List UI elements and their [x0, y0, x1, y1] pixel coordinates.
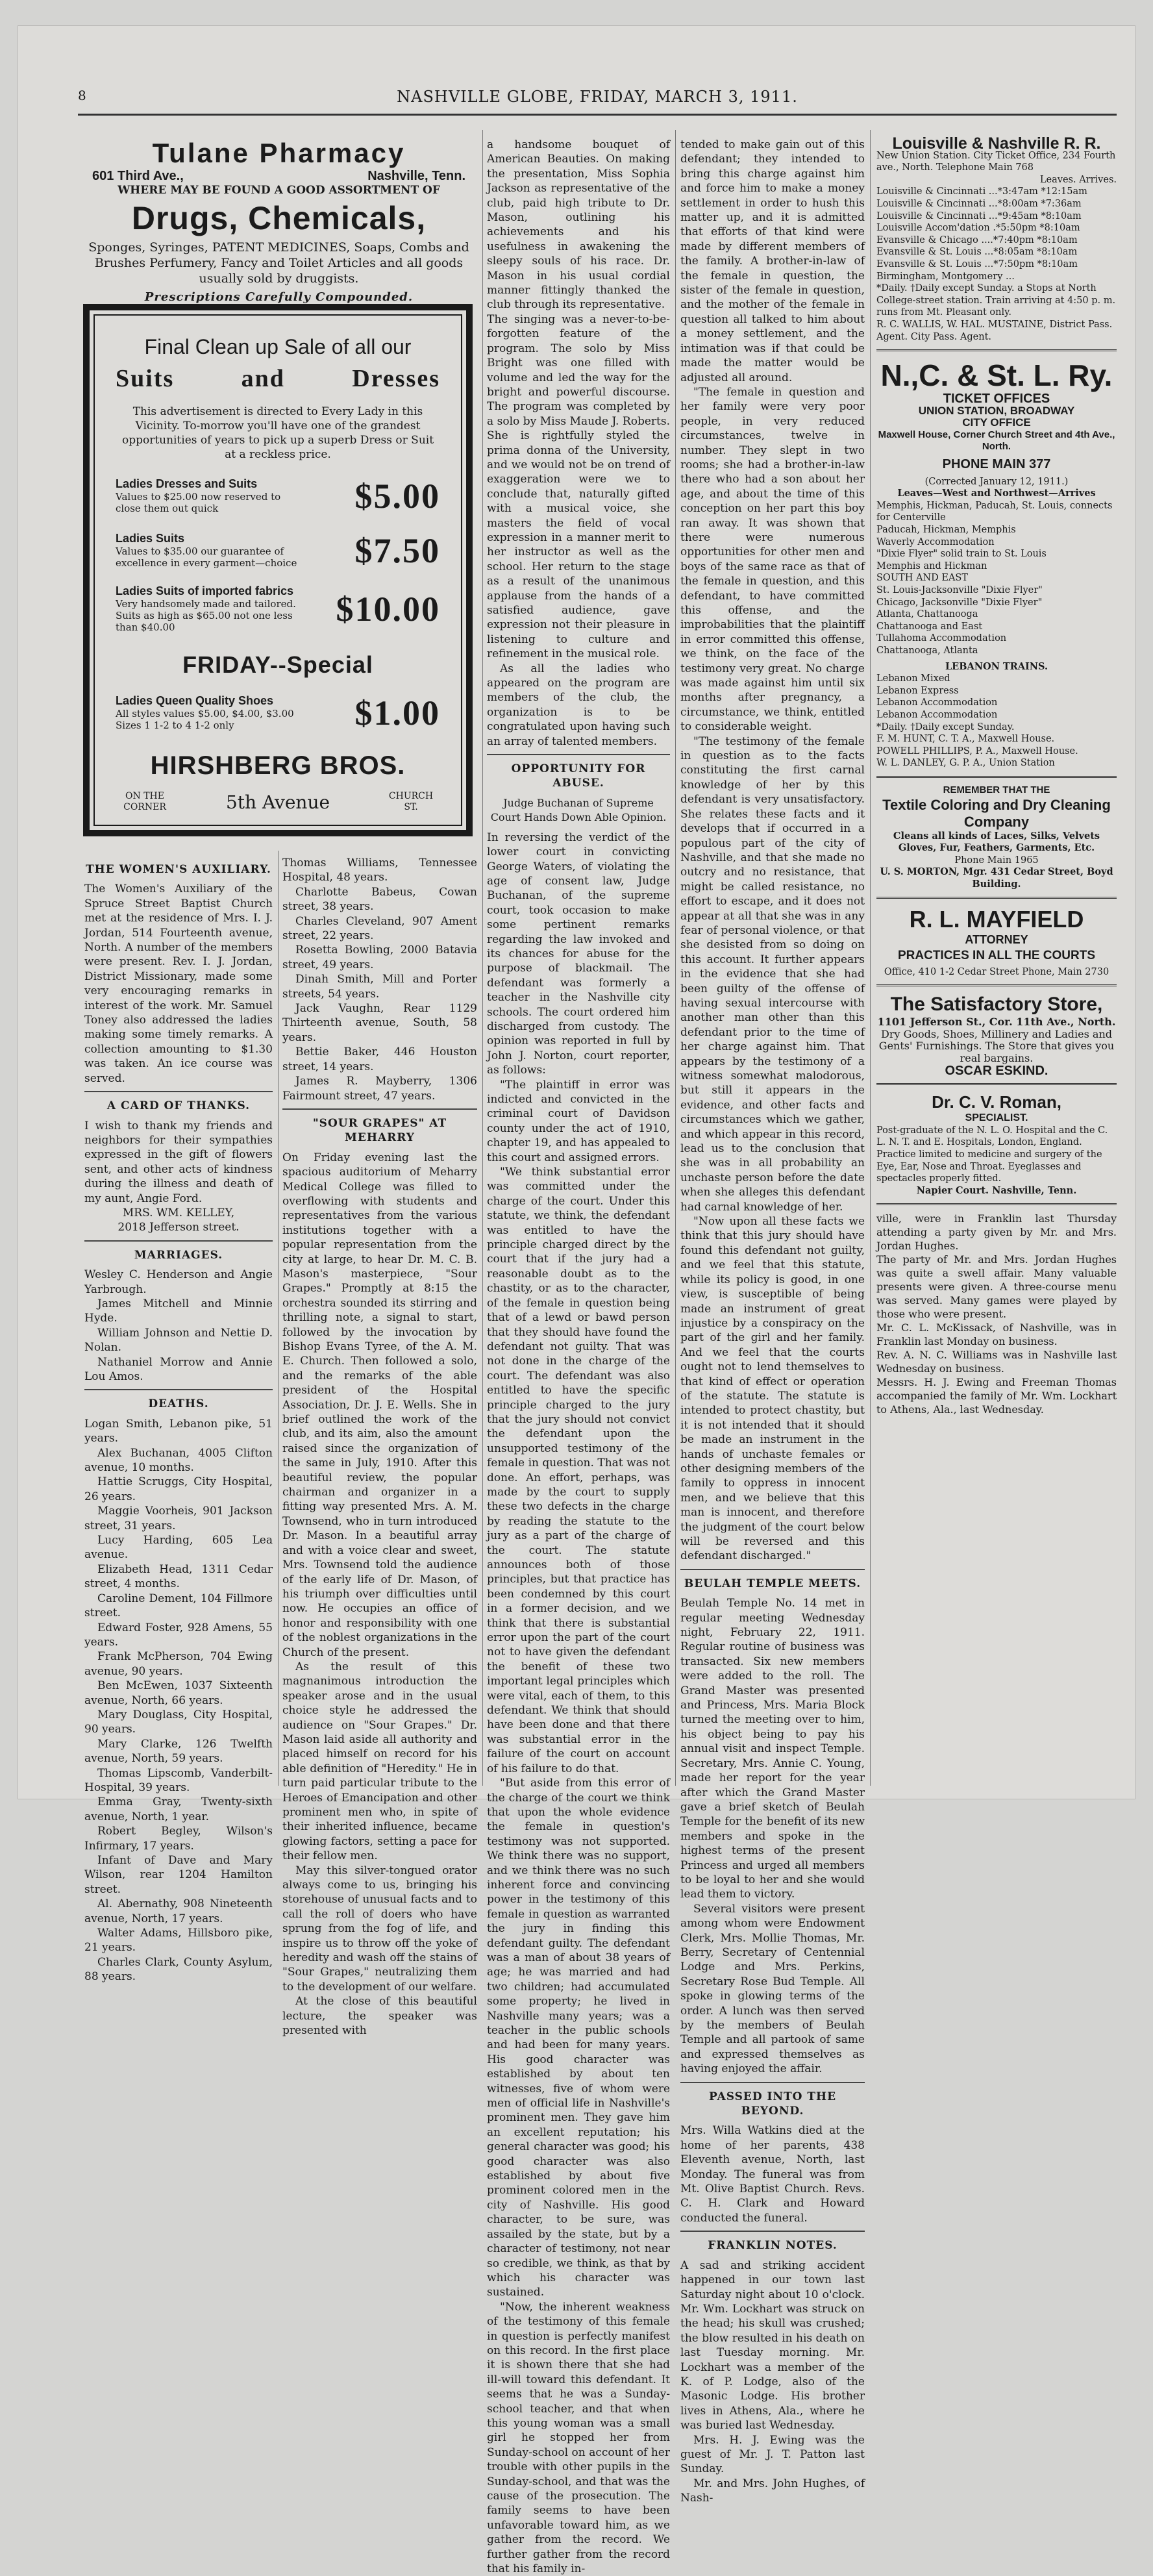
textile-remember: REMEMBER THAT THE: [943, 784, 1050, 795]
list-item: Thomas Williams, Tennessee Hospital, 48 years.: [282, 857, 477, 884]
timetable-row: Chicago, Jacksonville "Dixie Flyer": [876, 597, 1043, 608]
sale-price: $5.00: [354, 477, 440, 516]
list-item: James Mitchell and Minnie Hyde.: [84, 1297, 273, 1325]
nc-sig: W. L. DANLEY, G. P. A., Union Station: [876, 758, 1055, 769]
paragraph: "Now, the inherent weakness of the testimony of this female in question is perfectly manifest on this record. In the first place it is shown there that she had ill-will toward this defendant. It seems that he was a Sunday-school teacher, and that when this young woman was a small girl he stopped her from Sunday-school on account of her trouble with other pupils in the Sunday-school, and that was the cause of the prosecution. The family seems to have been unfavorable toward him, as we gather from the record. We further gather from the record that his family in-: [487, 2300, 670, 2576]
deaths-heading: DEATHS.: [148, 1397, 209, 1411]
paragraph: The singing was a never-to-be-forgotten feature of the program. The solo by Miss Bright was one filled with volume and led the way for the bright and powerful discourse. The program was completed by a solo by Miss Maude J. Roberts. She is rightfully styled the prima donna of the University, and we would not be on trend of exaggeration were we to conclude that, naturally gifted with a musical voice, she masters the field of vocal expression in a manner merit to her instructor as well as the school. Her return to the stage as a result of the unanimous applause from the hands of a satisfied audience, gave expression not their pleasure in listening to culture and refinement in the musical role.: [487, 312, 670, 661]
timetable-row: Chattanooga, Atlanta: [876, 645, 978, 656]
list-item: Hattie Scruggs, City Hospital, 26 years.: [84, 1475, 273, 1503]
list-item: Mary Clarke, 126 Twelfth avenue, North, 59 years.: [84, 1737, 273, 1766]
timetable-row: Evansville & St. Louis ...*8:05am *8:10am: [876, 247, 1078, 258]
paragraph: tended to make gain out of this defendant; they intended to bring this charge against him and force him to make a money settlement in order to hush this matter up, and it is admitted that efforts of that kind were made by different members of the family. A brother-in-law of the female in question, the sister of the female in question, and the mother of the female in question all talked to him about a money settlement, and the intimation was if that could be made the matter would be adjusted all around.: [680, 138, 865, 384]
hirshberg-bros-ad: [83, 304, 473, 836]
timetable-row: Paducah, Hickman, Memphis: [876, 525, 1016, 536]
satisfactory-name: The Satisfactory Store,: [890, 994, 1103, 1016]
list-item: Charlotte Babeus, Cowan street, 38 years.: [282, 885, 477, 914]
timetable-row: Chattanooga and East: [876, 621, 983, 632]
satisfactory-body: Dry Goods, Shoes, Millinery and Ladies and Gents' Furnishings. The Store that gives you real bargains.: [878, 1027, 1115, 1065]
tulane-address: 601 Third Ave.,: [92, 169, 184, 183]
tulane-goods: Sponges, Syringes, PATENT MEDICINES, Soaps, Combs and Brushes Perfumery, Fancy and Toilet Articles and all goods usually sold by druggists.: [88, 240, 469, 286]
nc-maxwell: Maxwell House, Corner Church Street and 4th Ave., North.: [878, 429, 1115, 453]
deaths-list: [84, 1417, 273, 1984]
paragraph: Rev. A. N. C. Williams was in Nashville last Wednesday on business.: [876, 1349, 1117, 1375]
timetable-row: Lebanon Express: [876, 685, 959, 696]
paragraph: Mr. C. L. McKissack, of Nashville, was in Franklin last Monday on business.: [876, 1321, 1117, 1348]
nc-direction: Leaves—West and Northwest—Arrives: [897, 488, 1096, 499]
list-item: William Johnson and Nettie D. Nolan.: [84, 1326, 273, 1355]
ln-signature: R. C. WALLIS, W. HAL. MUSTAINE, District Pass. Agent. City Pass. Agent.: [876, 319, 1113, 342]
paragraph: "Now upon all these facts we think that this jury should have found this defendant not guilty, and we feel that this statute, while its policy is good, in one view, is susceptible of being made an instrument of great injustice by a conspiracy on the part of the girl and her family. And we feel that the courts ought not to lend themselves to that kind of effect or operation of the statute. The statute is intended to protect chastity, but it is not intended that it should be made an instrument in the hands of unchaste females or other designing members of the family to oppress in innocent men, and we believe that this man is innocent, and therefore the judgment of the court below will be reversed and this defendant discharged.": [680, 1215, 865, 1563]
mayfield-office: Office, 410 1-2 Cedar Street Phone, Main 2730: [884, 966, 1110, 977]
thanks-heading: A CARD OF THANKS.: [106, 1099, 251, 1113]
satisfactory-address: 1101 Jefferson St., Cor. 11th Ave., North.: [877, 1016, 1116, 1029]
timetable-row: Birmingham, Montgomery ...: [876, 271, 1015, 282]
paragraph: A sad and striking accident happened in our town last Saturday night about 10 o'clock. Mr. Wm. Lockhart was struck on the head; his skull was crushed; the blow resulted in his death on last Tuesday morning. Mr. Lockhart was a member of the K. of P. Lodge, also of the Masonic Lodge. His brother lives in Athens, Ala., where he was buried last Wednesday.: [680, 2258, 865, 2432]
tulane-city: Nashville, Tenn.: [367, 169, 465, 183]
paragraph: As all the ladies who appeared on the program are members of the club, the organization is to be congratulated upon having such an array of talented members.: [487, 662, 670, 748]
mayfield-title: ATTORNEY: [965, 933, 1028, 947]
page-number: 8: [78, 88, 87, 103]
abuse-cont: [680, 138, 865, 1564]
special-price: $1.00: [354, 694, 440, 732]
satisfactory-signature: OSCAR ESKIND.: [945, 1063, 1048, 1078]
column-2: [282, 856, 477, 2038]
list-item: Al. Abernathy, 908 Nineteenth avenue, North, 17 years.: [84, 1897, 273, 1925]
paragraph: "The female in question and her family were very poor people, in very reduced circumstances, twelve in number. They slept in two rooms; she had a brother-in-law there who had a son about her age, and about the time of this conception on her part this boy ran away. It was shown that there were numerous opportunities for other men and boys of the same race as that of the female in question, and this defendant, to have committed this offense, and the improbabilities that the plaintiff in error committed this offense, we think, on the face of the testimony very great. No charge was made against him until six months after pregnancy, a circumstance, we think, entitled to considerable weight.: [680, 385, 865, 734]
ln-columns: Leaves. Arrives.: [1039, 174, 1117, 185]
tulane-name: Tulane Pharmacy: [152, 138, 406, 168]
ln-title: Louisville & Nashville R. R.: [892, 134, 1101, 153]
timetable-row: SOUTH AND EAST: [876, 573, 969, 584]
friday-special: FRIDAY--Special: [182, 651, 373, 678]
nc-corrected: (Corrected January 12, 1911.): [924, 476, 1069, 487]
paragraph: "The plaintiff in error was indicted and convicted in the criminal court of Davidson county under the act of 1910, chapter 19, and has appealed to this court and assigned errors.: [487, 1078, 670, 1164]
list-item: Charles Clark, County Asylum, 88 years.: [84, 1955, 273, 1984]
franklin-cont: [876, 1212, 1117, 1416]
timetable-row: Evansville & St. Louis ...*7:50pm *8:10am: [876, 258, 1078, 269]
sale-headline: Final Clean up Sale of all our: [144, 335, 412, 358]
paragraph: Beulah Temple No. 14 met in regular meeting Wednesday night, February 22, 1911. Regular routine of business was transacted. Six new members were added to the roll. The Grand Master was presented and Princess, Mrs. Maria Block turned the meeting over to him, his object being to pay his annual visit and inspect Temple. Secretary, Mrs. Annie C. Young, made her report for the year after which the Grand Master gave a brief sketch of Beulah Temple for the benefit of its new members and spoke in the highest terms of the present Princess and urged all members to be loyal to her and she would lead them to victory.: [680, 1597, 865, 1901]
paragraph: Mrs. H. J. Ewing was the guest of Mr. J. T. Patton last Sunday.: [680, 2433, 865, 2476]
paragraph: The party of Mr. and Mrs. Jordan Hughes was quite a swell affair. Many valuable presents were given. A three-course menu was served. Many games were played by those who were present.: [876, 1253, 1117, 1321]
list-item: Jack Vaughn, Rear 1129 Thirteenth avenue, South, 58 years.: [282, 1002, 477, 1044]
paragraph: "But aside from this error of the charge of the court we think that upon the whole evidence the female in question's testimony was not supported. We think there was no support, and we think there was no such inherent force and convincing power in the testimony of this female in question as warranted the jury in finding this defendant guilty. The defendant was a man of about 38 years of age; he was married and had two children; had accumulated some property; he lived in Nashville many years; was a teacher in the public schools and had been for many years. His good character was established by about ten witnesses, five of whom were men of official life in Nashville's prominent men. They gave him an excellent reputation; his general character was good; his good character was also established by about five prominent colored men in the city of Nashville. His good character, to be sure, was assailed by the state, but by a character of testimony, not near so credible, we think, as that by which his character was sustained.: [487, 1777, 670, 2299]
timetable-row: Waverly Accommodation: [876, 536, 995, 547]
timetable-row: Evansville & Chicago ....*7:40pm *8:10am: [876, 234, 1078, 245]
sale-item: Ladies Suits of imported fabrics Very handsomely made and tailored. Suits as high as $65.00 not one less than $40.00 $10.00: [116, 584, 440, 633]
timetable-row: Lebanon Accommodation: [876, 697, 998, 708]
list-item: Frank McPherson, 704 Ewing avenue, 90 years.: [84, 1650, 273, 1678]
list-item: Emma Gray, Twenty-sixth avenue, North, 1 year.: [84, 1795, 273, 1823]
list-item: Rosetta Bowling, 2000 Batavia street, 49 years.: [282, 944, 477, 971]
foot-left: ON THE CORNER: [123, 791, 166, 812]
timetable-row: Memphis and Hickman: [876, 560, 987, 571]
timetable-row: Memphis, Hickman, Paducah, St. Louis, connects for Centerville: [876, 500, 1113, 523]
list-item: Charles Cleveland, 907 Ament street, 22 years.: [282, 914, 477, 943]
mayfield-name: R. L. MAYFIELD: [909, 906, 1084, 933]
list-item: Nathaniel Morrow and Annie Lou Amos.: [84, 1355, 273, 1383]
nc-sig: POWELL PHILLIPS, P. A., Maxwell House.: [876, 745, 1078, 757]
abuse-heading: OPPORTUNITY FOR ABUSE.: [511, 762, 646, 790]
suits-and-dresses: Suits and Dresses: [116, 365, 440, 392]
list-item: James R. Mayberry, 1306 Fairmount street, 47 years.: [282, 1075, 477, 1103]
list-item: Bettie Baker, 446 Houston street, 14 years.: [282, 1045, 477, 1073]
nc-sig: F. M. HUNT, C. T. A., Maxwell House.: [876, 734, 1055, 745]
paragraph: "The testimony of the female in question as to the facts constituting the first carnal knowledge of her by this defendant is very unsatisfactory. She relates these facts and it develops that if occurred in a populous part of the city of Nashville, and that she made no outcry and no resistance, that might be called resistance, no effort to escape, and it does not appear at all that she was in any fear of personal violence, or that she desisted from so doing on this account. It further appears in the evidence that she had been guilty of the offense of having sexual intercourse with another man other than this defendant prior to the time of her charge against him. That appears by the testimony of a witness somewhat malodorous, but still it appears in the evidence, and other facts and circumstances which we gather, and which appear in this record, lead us to the conclusion that she was in all probability an unchaste person before the date when she alleges this defendant had carnal knowledge of her.: [680, 734, 865, 1214]
timetable-row: Louisville & Cincinnati ...*8:00am *7:36am: [876, 198, 1082, 209]
timetable-row: Atlanta, Chattanooga: [876, 609, 978, 620]
timetable-row: "Dixie Flyer" solid train to St. Louis: [876, 549, 1047, 560]
sale-item: Ladies Dresses and Suits Values to $25.00 now reserved to close them out quick $5.00: [116, 477, 440, 516]
paragraph: ville, were in Franklin last Thursday attending a party given by Mr. and Mrs. Jordan Hughes.: [876, 1212, 1117, 1253]
list-item: Mary Douglass, City Hospital, 90 years.: [84, 1708, 273, 1736]
timetable-row: Louisville & Cincinnati ...*9:45am *8:10am: [876, 210, 1082, 221]
paragraph: At the close of this beautiful lecture, the speaker was presented with: [282, 1995, 477, 2038]
textile-signature: U. S. MORTON, Mgr. 431 Cedar Street, Boyd Building.: [880, 866, 1113, 890]
timetable-row: Lebanon Accommodation: [876, 709, 998, 720]
beyond-heading: PASSED INTO THE BEYOND.: [708, 2090, 837, 2118]
nc-phone: PHONE MAIN 377: [942, 457, 1051, 472]
thanks-signature: MRS. WM. KELLEY,: [122, 1206, 235, 1219]
roman-name: Dr. C. V. Roman,: [932, 1092, 1061, 1112]
meharry-body: [282, 1151, 477, 2038]
timetable-row: Louisville Accom'dation .*5:50pm *8:10am: [876, 223, 1080, 234]
tulane-headline: Drugs, Chemicals,: [131, 200, 427, 236]
nc-union: UNION STATION, BROADWAY: [918, 404, 1075, 417]
list-item: Dinah Smith, Mill and Porter streets, 54 years.: [282, 973, 477, 1001]
list-item: Infant of Dave and Mary Wilson, rear 1204 Hamilton street.: [84, 1854, 273, 1896]
abuse-body: [487, 831, 670, 2576]
list-item: Robert Begley, Wilson's Infirmary, 17 years.: [84, 1825, 273, 1853]
abuse-subheading: Judge Buchanan of Supreme Court Hands Down Able Opinion.: [490, 796, 667, 824]
sale-intro: This advertisement is directed to Every Lady in this Vicinity. To-morrow you'll have one of the grandest opportunities of years to pick up a superb Dress or Suit at a reckless price.: [121, 405, 434, 461]
paragraph: Messrs. H. J. Ewing and Freeman Thomas accompanied the family of Mr. Wm. Lockhart to Athens, Ala., last Wednesday.: [876, 1376, 1117, 1416]
sale-item: Ladies Suits Values to $35.00 our guarantee of excellence in every garment—choice $7.50: [116, 531, 440, 570]
paragraph: Mr. and Mrs. John Hughes, of Nash-: [680, 2477, 865, 2505]
masthead: [78, 88, 1117, 116]
nc-city: CITY OFFICE: [962, 416, 1031, 429]
sale-price: $10.00: [336, 590, 440, 629]
tulane-pharmacy-ad: [79, 138, 478, 304]
list-item: Walter Adams, Hillsboro pike, 21 years.: [84, 1927, 273, 1955]
foot-mid: 5th Avenue: [225, 791, 330, 813]
beyond-body: Mrs. Willa Watkins died at the home of her parents, 438 Eleventh avenue, North, last Monday. The funeral was from Mt. Olive Baptist Church. Revs. C. H. Clark and Howard conducted the funeral.: [680, 2124, 865, 2225]
column-3: [487, 138, 670, 2576]
nc-ticket: TICKET OFFICES: [943, 392, 1050, 406]
textile-phone: Phone Main 1965: [954, 855, 1039, 866]
marriages-heading: MARRIAGES.: [134, 1248, 223, 1262]
auxiliary-heading: THE WOMEN'S AUXILIARY.: [86, 863, 271, 876]
thanks-address: 2018 Jefferson street.: [118, 1221, 240, 1234]
list-item: Edward Foster, 928 Amens, 55 years.: [84, 1621, 273, 1649]
timetable-row: St. Louis-Jacksonville "Dixie Flyer": [876, 585, 1043, 595]
sale-price: $7.50: [354, 531, 440, 570]
meharry-heading: "SOUR GRAPES" AT MEHARRY: [312, 1116, 447, 1145]
nc-lebanon: LEBANON TRAINS.: [945, 660, 1048, 672]
textile-name: Textile Coloring and Dry Cleaning Company: [882, 796, 1111, 830]
nc-title: N.,C. & St. L. Ry.: [880, 358, 1113, 393]
roman-address: Napier Court. Nashville, Tenn.: [916, 1184, 1077, 1196]
tulane-tagline: WHERE MAY BE FOUND A GOOD ASSORTMENT OF: [118, 184, 440, 197]
auxiliary-body: The Women's Auxiliary of the Spruce Street Baptist Church met at the residence of Mrs. I. J. Jordan, 514 Fourteenth avenue, North. A number of the members were present. Rev. I. J. Jordan, District Missionary, made some very encouraging remarks in interest of the work. Mr. Samuel Toney also addressed the ladies making some timely remarks. A collection amounting to $1.30 was taken. An ice course was served.: [84, 882, 273, 1085]
list-item: Maggie Voorheis, 901 Jackson street, 31 years.: [84, 1505, 273, 1532]
paragraph: As the result of this magnanimous introduction the speaker arose and in the usual choice style he addressed the audience on "Sour Grapes." Dr. Mason laid aside all authority and placed himself on record for his able definition of "Heredity." He in turn paid particular tribute to the Heroes of Emancipation and other prominent men who, in spite of their inherited influence, became glowing factors, setting a pace for their fellow men.: [282, 1660, 477, 1863]
paragraph: On Friday evening last the spacious auditorium of Meharry Medical College was filled to overflowing with students and representatives from the various institutions together with a popular representation from the city at large, to hear Dr. M. C. B. Mason's masterpiece, "Sour Grapes." Promptly at 8:15 the orchestra sounded its stirring and thrilling note, a signal to start, followed by the invocation by Bishop Evans Tyree, of the A. M. E. Church. Then followed a solo, and the remarks of the able president of the Hospital Association, Dr. J. E. Wells. She in brief outlined the work of the club, and its aim, also the amount raised since the organization of the same in July, 1910. After this beautiful review, the popular chairman and organizer in a fitting way presented Mrs. A. M. Townsend, who in turn introduced Dr. Mason. In a beautiful array and with a voice clear and sweet, Mrs. Townsend told the audience of the early life of Dr. Mason, of his triumph over difficulties until now. He occupies an office of honor and responsibility with one of the noblest organizations in the Church of the present.: [282, 1151, 477, 1659]
mayfield-practice: PRACTICES IN ALL THE COURTS: [897, 949, 1095, 963]
column-4: [680, 138, 865, 2506]
list-item: Ben McEwen, 1037 Sixteenth avenue, North, 66 years.: [84, 1679, 273, 1707]
list-item: Lucy Harding, 605 Lea avenue.: [84, 1534, 273, 1562]
franklin-heading: FRANKLIN NOTES.: [708, 2239, 837, 2253]
beulah-heading: BEULAH TEMPLE MEETS.: [684, 1577, 862, 1590]
tulane-footer: Prescriptions Carefully Compounded.: [144, 290, 414, 304]
nc-note: *Daily. †Daily except Sunday.: [876, 721, 1015, 732]
timetable-row: Louisville & Cincinnati ...*3:47am *12:15am: [876, 186, 1087, 197]
special-item: Ladies Queen Quality Shoes All styles values $5.00, $4.00, $3.00 Sizes 1 1-2 to 4 1-2 only $1.00: [116, 694, 440, 732]
foot-right: CHURCH ST.: [388, 791, 434, 812]
thanks-body: I wish to thank my friends and neighbors for their sympathies expressed in the gift of flowers sent, and other acts of kindness during the illness and death of my aunt, Angie Ford.: [84, 1119, 273, 1205]
masthead-title: NASHVILLE GLOBE, FRIDAY, MARCH 3, 1911.: [397, 88, 798, 106]
paragraph: In reversing the verdict of the lower court in convicting George Waters, of violating the age of consent law, Judge Buchanan, of the supreme court, took occasion to make some pertinent remarks regarding the law invoked and its chances for abuse for the purpose of blackmail. The defendant was formerly a teacher in the Nashville city schools. The court ordered him discharged from custody. The opinion was reported in full by John J. Norton, court reporter, as follows:: [487, 831, 670, 1077]
deaths-list-cont: [282, 856, 477, 1103]
list-item: Caroline Dement, 104 Fillmore street.: [84, 1592, 273, 1620]
timetable-row: Lebanon Mixed: [876, 673, 950, 684]
list-item: Elizabeth Head, 1311 Cedar street, 4 months.: [84, 1562, 273, 1591]
timetable-row: Tullahoma Accommodation: [876, 633, 1007, 644]
textile-body: Cleans all kinds of Laces, Silks, Velvets Gloves, Fur, Feathers, Garments, Etc.: [893, 830, 1100, 854]
paragraph: Several visitors were present among whom were Endowment Clerk, Mrs. Mollie Thomas, Mr. Berry, Secretary of Centennial Lodge and Mrs. Perkins, Secretary Rose Bud Temple. All spoke in glowing terms of the order. A lunch was then served by the members of Beulah Temple and all partook of same and expressed themselves as having enjoyed the affair.: [680, 1902, 865, 2076]
meharry-cont: a handsome bouquet of American Beauties. On making the presentation, Miss Sophia Jackson as representative of the club, paid high tribute to Dr. Mason, outlining his achievements and his usefulness in awakening the sleepy souls of his race. Dr. Mason in his usual cordial manner fittingly thanked the club through its representative.: [487, 138, 670, 312]
ln-note: *Daily. †Daily except Sunday. a Stops at North College-street station. Train arriving at 4:50 p. m. runs from Mt. Pleasant only.: [876, 283, 1116, 318]
roman-title: SPECIALIST.: [965, 1112, 1028, 1124]
roman-body: Post-graduate of the N. L. O. Hospital and the C. L. N. T. and E. Hospitals, London, England. Practice limited to medicine and surgery of the Eye, Ear, Nose and Throat. Eyeglasses and spectacles properly fitted.: [876, 1125, 1108, 1184]
hirshberg-brand: HIRSHBERG BROS.: [150, 751, 406, 780]
list-item: Wesley C. Henderson and Angie Yarbrough.: [84, 1268, 273, 1296]
list-item: Thomas Lipscomb, Vanderbilt-Hospital, 39 years.: [84, 1766, 273, 1794]
paragraph: May this silver-tongued orator always come to us, bringing his storehouse of unusual facts and to call the roll of doers who have sprung from the fog of life, and inspire us to throw off the yoke of heredity and wash off the stains of "Sour Grapes," neutralizing them to the development of our welfare.: [282, 1864, 477, 1994]
right-rail-ads: [876, 134, 1117, 1416]
list-item: Alex Buchanan, 4005 Clifton avenue, 10 months.: [84, 1446, 273, 1475]
column-1: [84, 856, 273, 1984]
ln-intro: New Union Station. City Ticket Office, 234 Fourth ave., North. Telephone Main 768: [876, 150, 1116, 173]
list-item: Logan Smith, Lebanon pike, 51 years.: [84, 1417, 273, 1445]
paragraph: "We think substantial error was committed under the charge of the court. Under this statute, we think, the defendant was entitled to have the principle charged direct by the court that if the jury had a reasonable doubt as to the chastity, or as to the character, of the female in question being that of a lewd or bawd person that they should have found the defendant not guilty. That was not done in the charge of the court. The defendant was also entitled to have the specific principle charged to the jury that the jury should not convict the defendant upon the unsupported testimony of the female in question. That was not done. An effort, perhaps, was made by the court to supply these two defects in the charge by reading the statute to the jury as a part of the charge of the court. The statute announces both of those principles, but that practice has been condemned by this court in a former decision, and we think that there is substantial error upon the part of the court not to have given the defendant the benefit of these two important legal principles which were vital, each of them, to this defendant. We think that should have been done and that there was substantial error in the failure of the court on account of his failure to do that.: [487, 1166, 670, 1775]
